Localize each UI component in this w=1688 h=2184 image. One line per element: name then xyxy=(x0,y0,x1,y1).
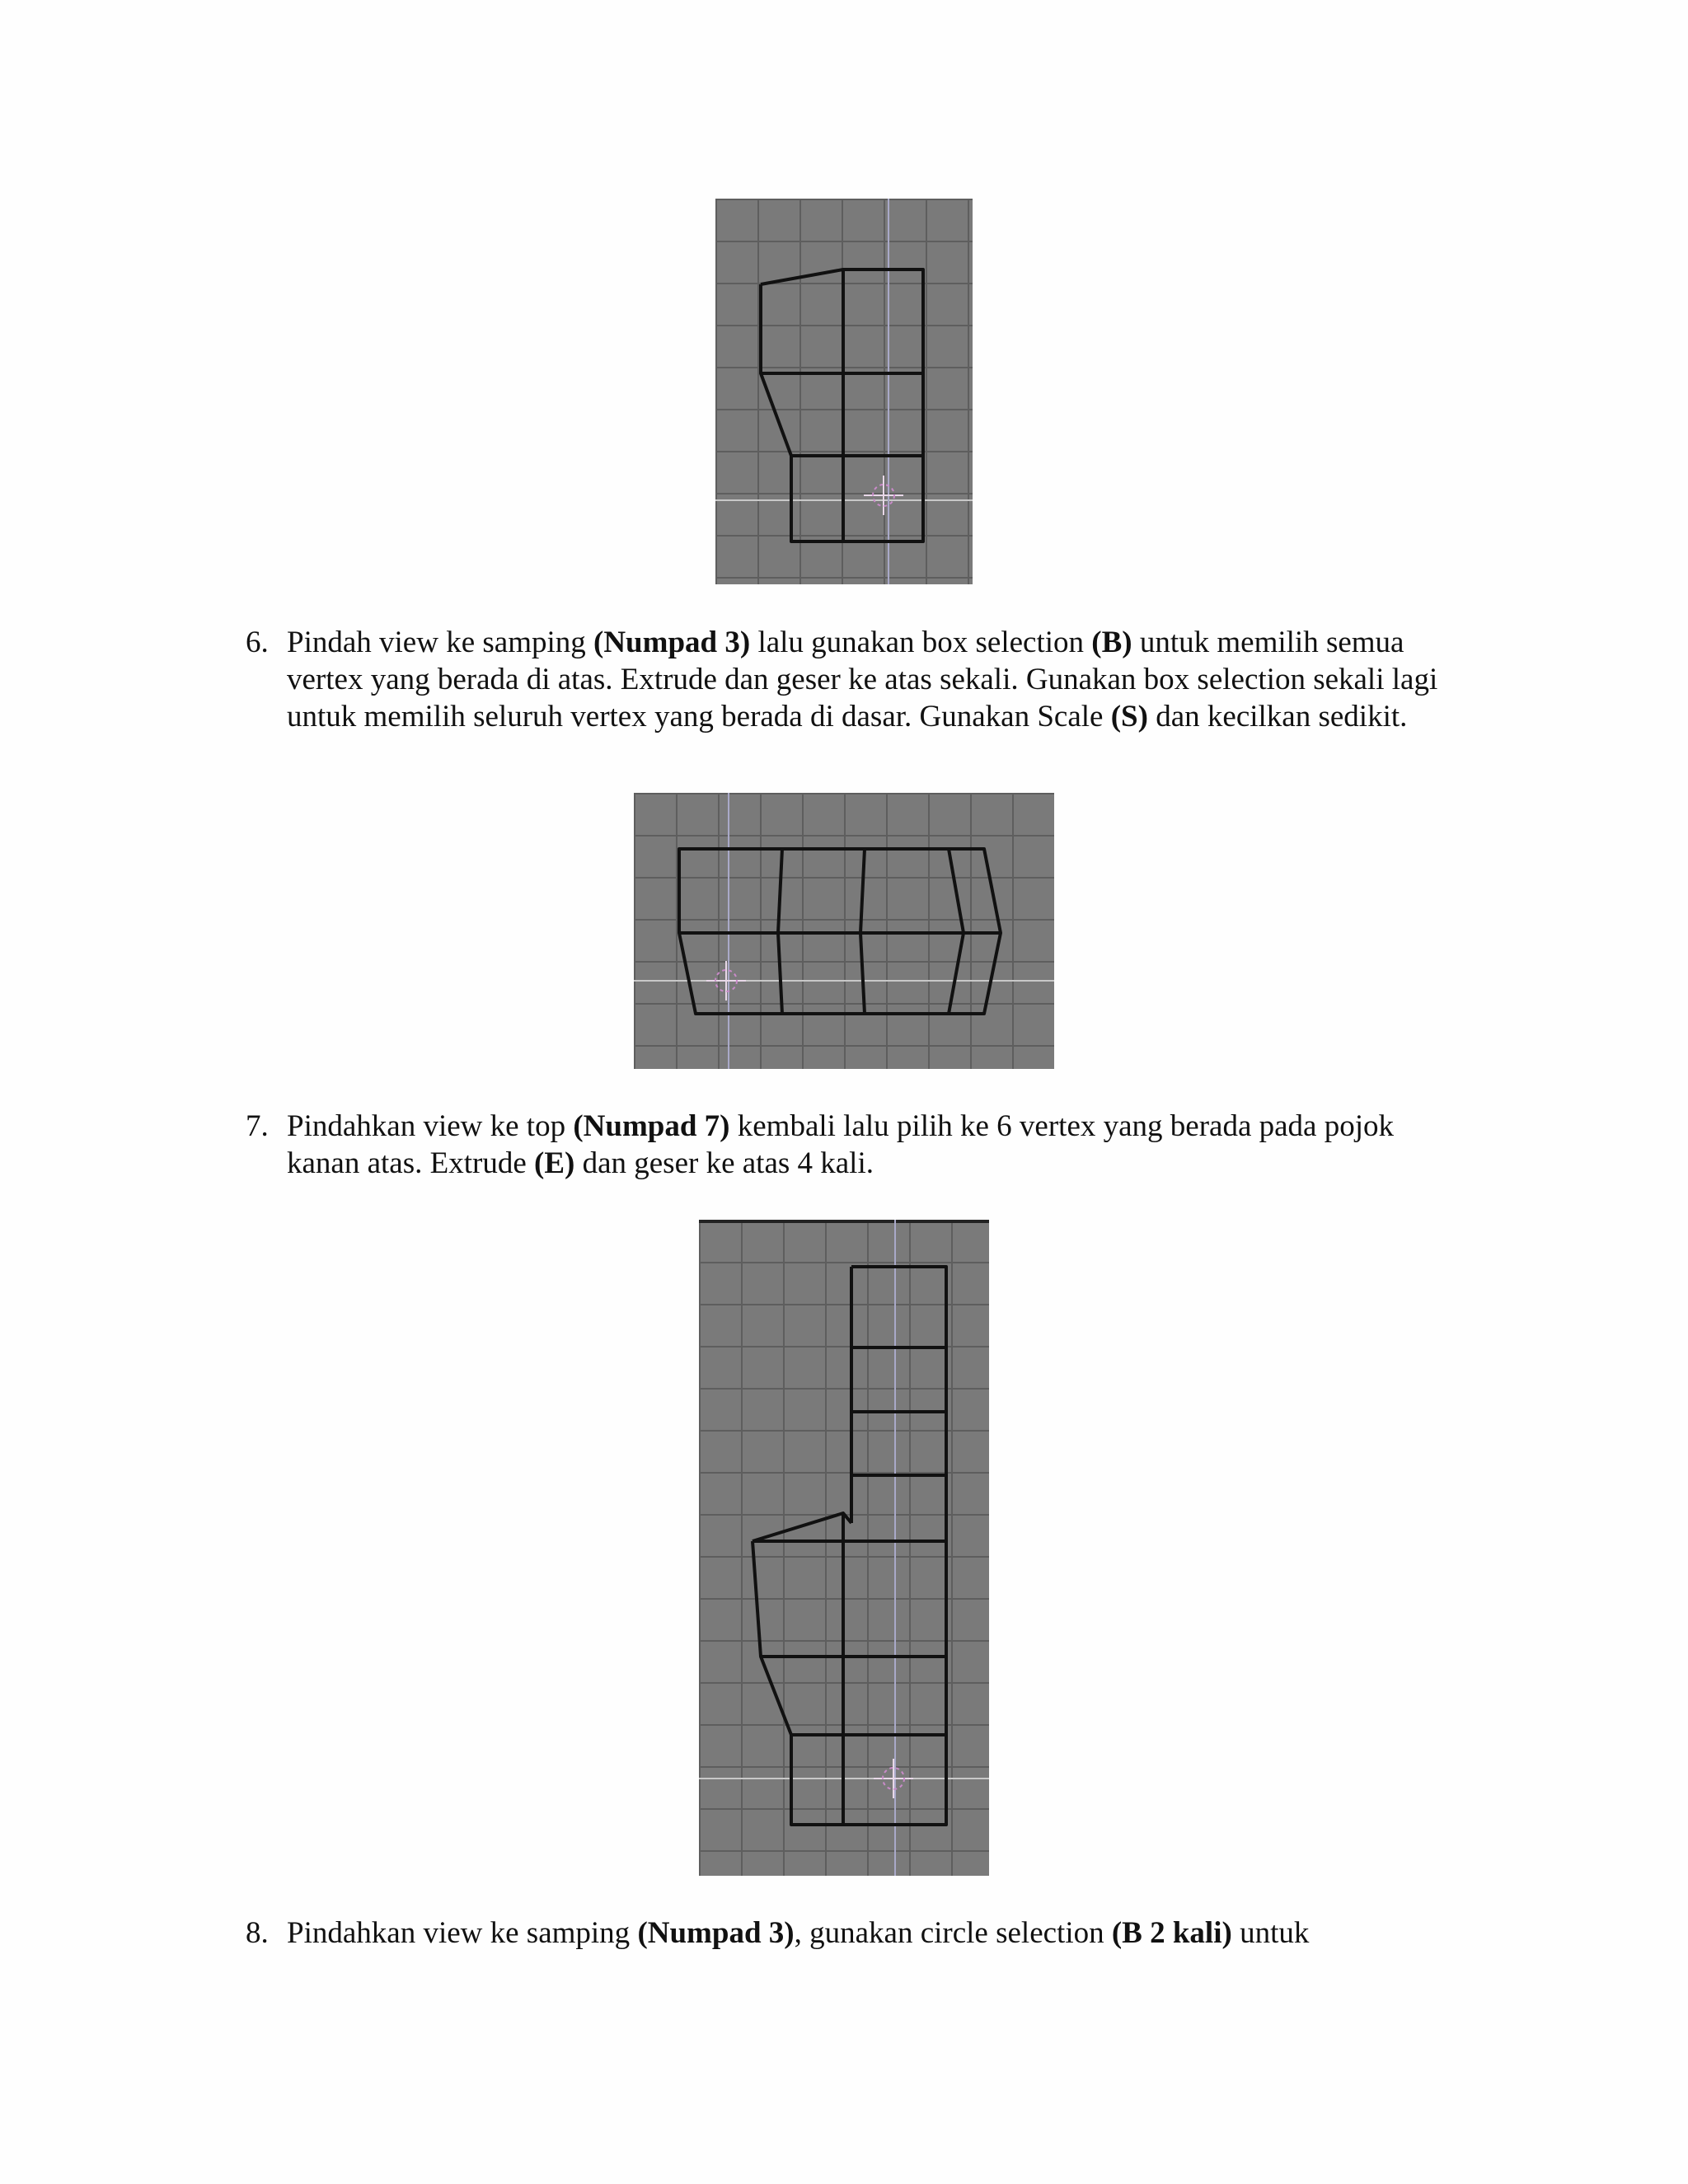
blender-screenshot-top-view-extruded xyxy=(699,1220,989,1876)
key-hint: (Numpad 3) xyxy=(637,1916,795,1950)
step-text: Pindahkan view ke samping (Numpad 3), gunakan circle selection (B 2 kali) untuk xyxy=(287,1916,1310,1950)
blender-side-view-wireframe-icon xyxy=(634,793,1054,1069)
blender-screenshot-top-view xyxy=(715,199,973,584)
key-hint: (B) xyxy=(1091,626,1132,659)
key-hint: (Numpad 3) xyxy=(593,626,751,659)
step-text: Pindah view ke samping (Numpad 3) lalu gunakan box selection (B) untuk memilih semua vertex yang berada di atas. Extrude dan geser ke atas sekali. Gunakan box selection sekali lagi untuk memilih seluruh vertex yang berada di dasar. Gunakan Scale (S) dan kecilkan sedikit. xyxy=(287,626,1438,733)
key-hint: (E) xyxy=(534,1146,575,1180)
step-text: Pindahkan view ke top (Numpad 7) kembali lalu pilih ke 6 vertex yang berada pada pojok kanan atas. Extrude (E) dan geser ke atas 4 kali. xyxy=(287,1109,1395,1180)
step-number: 8. xyxy=(246,1916,269,1950)
blender-screenshot-side-view xyxy=(634,793,1054,1069)
step-number: 7. xyxy=(246,1109,269,1143)
step-number: 6. xyxy=(246,626,269,659)
key-hint: (S) xyxy=(1110,700,1148,733)
blender-top-view-wireframe-icon xyxy=(715,199,973,584)
blender-top-view-extruded-wireframe-icon xyxy=(699,1220,989,1876)
key-hint: (B 2 kali) xyxy=(1111,1916,1232,1950)
key-hint: (Numpad 7) xyxy=(573,1109,730,1143)
